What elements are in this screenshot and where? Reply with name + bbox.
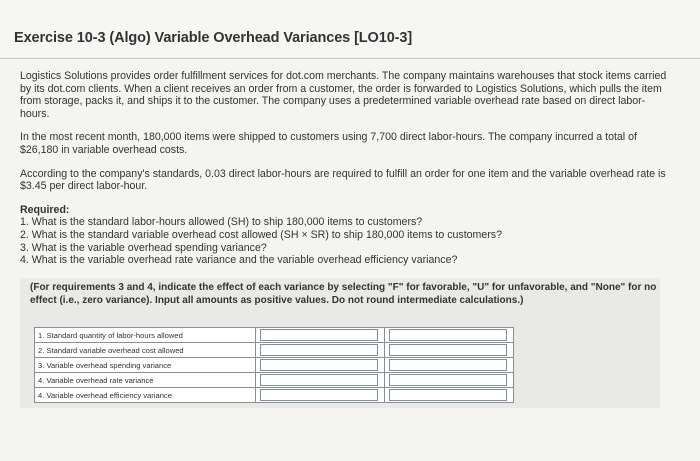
- monthly-data-paragraph: In the most recent month, 180,000 items were shipped to customers using 7,700 direct labor-hours. The company incurred a total of $26,180 in variable overhead costs.: [20, 131, 637, 156]
- effect-cell: [385, 373, 514, 388]
- row-label: 4. Variable overhead rate variance: [35, 373, 256, 388]
- effect-cell: [385, 328, 514, 343]
- page-title: Exercise 10-3 (Algo) Variable Overhead Variances [LO10-3]: [14, 30, 413, 46]
- scenario-paragraph: Logistics Solutions provides order fulfillment services for dot.com merchants. The company maintains warehouses that stock items carried by its dot.com clients. When a client receives an order from a customer, the order is forwarded to Logistics Solutions, which pulls the item from storage, packs it, and ships it to the customer. The company uses a predetermined variable overhead rate based on direct labor-hours.: [20, 70, 667, 120]
- required-heading: Required:: [20, 203, 70, 216]
- row-label: 3. Variable overhead spending variance: [35, 358, 256, 373]
- requirement-item: 4. What is the variable overhead rate variance and the variable overhead efficiency variance?: [20, 254, 458, 267]
- rate-variance-input[interactable]: [260, 374, 378, 386]
- standard-hours-effect-input[interactable]: [389, 329, 507, 341]
- table-row: [35, 388, 514, 403]
- row-label: 2. Standard variable overhead cost allowed: [35, 343, 256, 358]
- amount-cell: [256, 343, 385, 358]
- table-row: [35, 343, 514, 358]
- requirement-item: 3. What is the variable overhead spending variance?: [20, 241, 267, 254]
- effect-cell: [385, 343, 514, 358]
- standard-hours-input[interactable]: [260, 329, 378, 341]
- effect-cell: [385, 358, 514, 373]
- instructions-note: (For requirements 3 and 4, indicate the effect of each variance by selecting "F" for favorable, "U" for unfavorable, and "None" for no effect (i.e., zero variance). Input all amounts as positive values. Do not round intermediate calculations.): [30, 282, 657, 306]
- problem-statement: [20, 70, 670, 277]
- amount-cell: [256, 358, 385, 373]
- row-label: 1. Standard quantity of labor-hours allowed: [35, 328, 256, 343]
- standard-cost-input[interactable]: [260, 344, 378, 356]
- answer-table: [34, 327, 514, 403]
- efficiency-variance-input[interactable]: [260, 389, 378, 401]
- requirement-item: 2. What is the standard variable overhead cost allowed (SH × SR) to ship 180,000 items to customers?: [20, 228, 502, 241]
- table-row: [35, 358, 514, 373]
- table-row: [35, 373, 514, 388]
- amount-cell: [256, 373, 385, 388]
- efficiency-variance-effect-select[interactable]: [389, 389, 507, 401]
- requirement-item: 1. What is the standard labor-hours allowed (SH) to ship 180,000 items to customers?: [20, 216, 423, 229]
- amount-cell: [256, 388, 385, 403]
- effect-cell: [385, 388, 514, 403]
- rate-variance-effect-select[interactable]: [389, 374, 507, 386]
- amount-cell: [256, 328, 385, 343]
- requirements-list: [20, 216, 670, 266]
- spending-variance-input[interactable]: [260, 359, 378, 371]
- table-row: [35, 328, 514, 343]
- page-header: [0, 0, 700, 59]
- standard-cost-effect-input[interactable]: [389, 344, 507, 356]
- standards-paragraph: According to the company's standards, 0.03 direct labor-hours are required to fulfill an order for one item and the variable overhead rate is $3.45 per direct labor-hour.: [20, 167, 666, 193]
- answer-section: [20, 278, 660, 408]
- spending-variance-effect-select[interactable]: [389, 359, 507, 371]
- row-label: 4. Variable overhead efficiency variance: [35, 388, 256, 403]
